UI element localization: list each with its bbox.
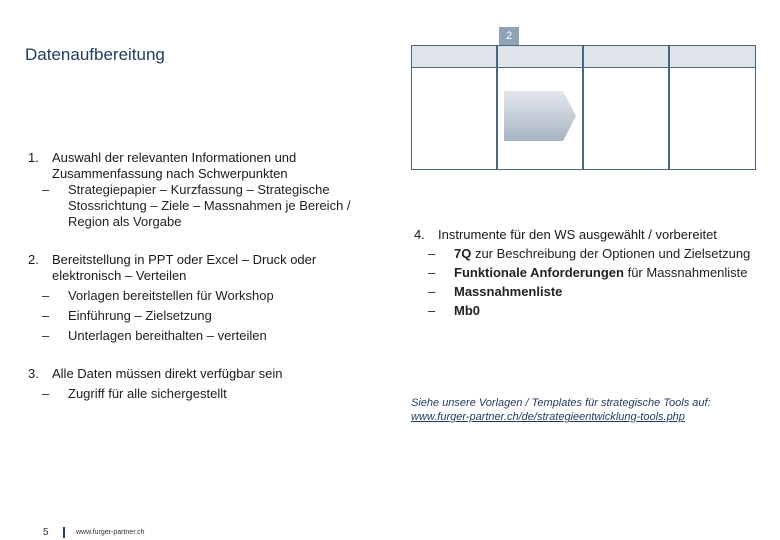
process-column-4 xyxy=(669,45,756,170)
list-item-4 xyxy=(414,227,754,319)
process-column-header xyxy=(498,46,582,68)
sub-item xyxy=(28,328,378,344)
footer-divider xyxy=(63,527,65,538)
sub-item xyxy=(414,284,754,300)
sub-item-text: Strategiepapier – Kurzfassung – Strategische Stossrichtung – Ziele – Massnahmen je Bereich / Region als Vorgabe xyxy=(68,182,351,229)
dash-bullet: – xyxy=(428,284,436,299)
sub-item-bold: Funktionale Anforderungen xyxy=(454,265,624,280)
item-number: 3. xyxy=(28,366,39,381)
process-column-header xyxy=(412,46,496,68)
sub-item xyxy=(414,303,754,319)
dash-bullet: – xyxy=(42,328,50,343)
reference-link[interactable]: www.furger-partner.ch/de/strategieentwicklung-tools.php xyxy=(411,411,685,423)
page-title: Datenaufbereitung xyxy=(25,45,165,64)
item-number: 4. xyxy=(414,227,425,242)
sub-item xyxy=(28,182,378,230)
sub-item-text: zur Beschreibung der Optionen und Zielsetzung xyxy=(471,246,751,261)
sub-item-bold: 7Q xyxy=(454,246,472,261)
dash-bullet: – xyxy=(428,265,436,280)
dash-bullet: – xyxy=(428,246,436,261)
list-item-1 xyxy=(28,150,378,230)
process-column-3 xyxy=(583,45,669,170)
item-title: Auswahl der relevanten Informationen und Zusammenfassung nach Schwerpunkten xyxy=(52,150,297,181)
list-item-2 xyxy=(28,252,378,344)
process-step-arrow xyxy=(504,91,576,141)
sub-item-text: Zugriff für alle sichergestellt xyxy=(68,386,227,401)
dash-bullet: – xyxy=(42,386,50,401)
sub-item xyxy=(414,265,754,281)
sub-item xyxy=(414,246,754,262)
sub-item-text: Vorlagen bereitstellen für Workshop xyxy=(68,288,274,303)
sub-item-bold: Mb0 xyxy=(454,303,480,318)
reference-text: Siehe unsere Vorlagen / Templates für strategische Tools auf: xyxy=(411,397,711,409)
sub-item-bold: Massnahmenliste xyxy=(454,284,563,299)
process-column-header xyxy=(584,46,668,68)
item-number: 1. xyxy=(28,150,39,165)
process-column-1 xyxy=(411,45,497,170)
sub-item-text: Einführung – Zielsetzung xyxy=(68,308,212,323)
dash-bullet: – xyxy=(42,308,50,323)
item-title: Instrumente für den WS ausgewählt / vorbereitet xyxy=(438,227,717,242)
sub-item xyxy=(28,308,378,324)
list-item-3 xyxy=(28,366,378,402)
process-column-header xyxy=(670,46,755,68)
process-diagram xyxy=(411,45,756,170)
dash-bullet: – xyxy=(42,288,50,303)
dash-bullet: – xyxy=(428,303,436,318)
left-column xyxy=(28,150,378,402)
sub-item xyxy=(28,386,378,402)
footer-page-number: 5 xyxy=(43,527,49,538)
item-title: Bereitstellung in PPT oder Excel – Druck oder elektronisch – Verteilen xyxy=(52,252,317,283)
sub-item-text: für Massnahmenliste xyxy=(623,265,748,280)
right-column xyxy=(414,227,754,319)
reference-note xyxy=(411,396,761,424)
page-badge: 2 xyxy=(499,27,519,45)
sub-item xyxy=(28,288,378,304)
sub-item-text: Unterlagen bereithalten – verteilen xyxy=(68,328,267,343)
item-number: 2. xyxy=(28,252,39,267)
item-title: Alle Daten müssen direkt verfügbar sein xyxy=(52,366,283,381)
dash-bullet: – xyxy=(42,182,50,197)
footer-url: www.furger-partner.ch xyxy=(76,529,145,536)
